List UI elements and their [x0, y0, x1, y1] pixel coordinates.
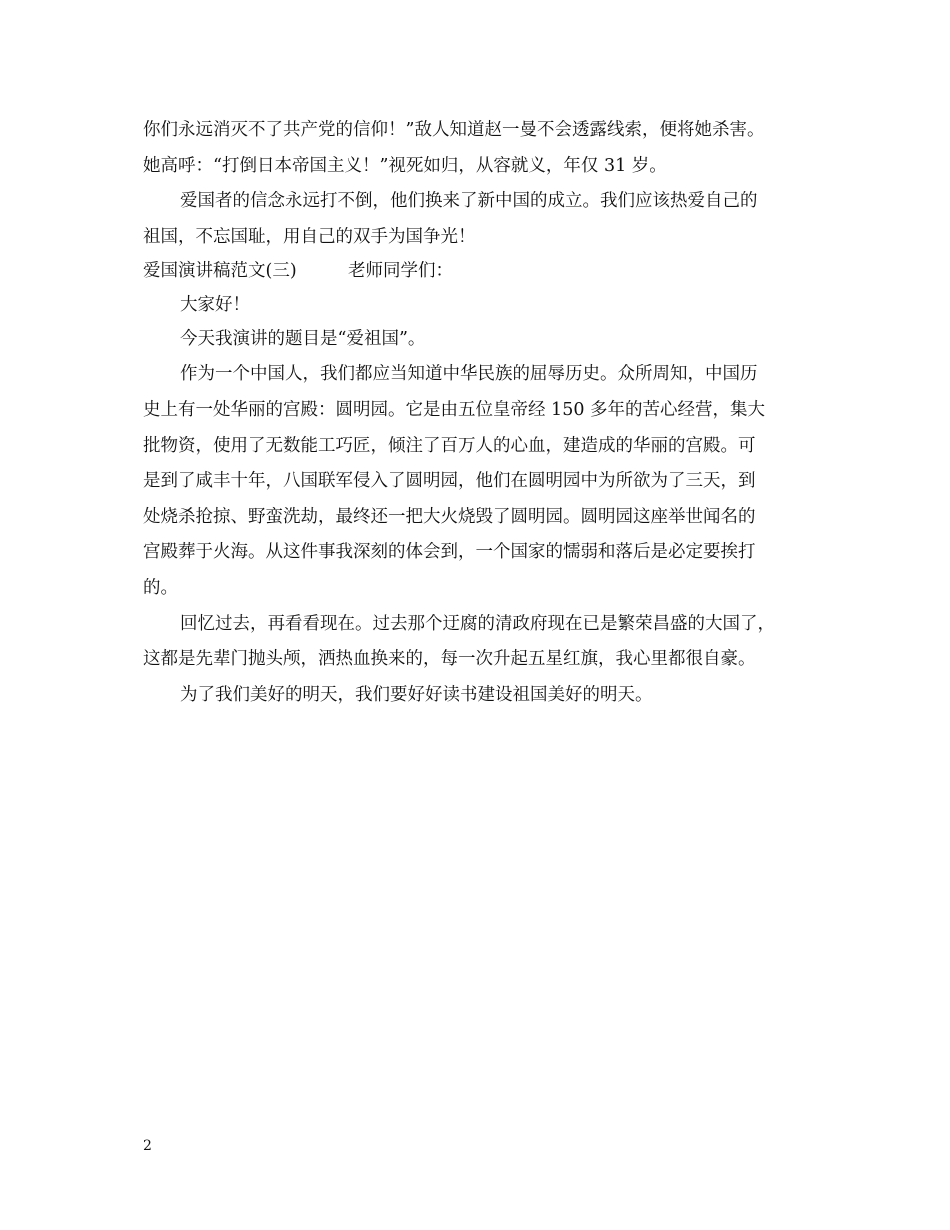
paragraph-5-line-3: 批物资，使用了无数能工巧匠，倾注了百万人的心血，建造成的华丽的宫殿。可: [143, 436, 756, 456]
page-number: 2: [143, 1138, 152, 1154]
speech-greeting: 老师同学们：: [348, 261, 453, 281]
paragraph-1-line-2: 她高呼：“打倒日本帝国主义！”视死如归，从容就义，年仅 31 岁。: [143, 156, 667, 176]
paragraph-5-line-6: 宫殿葬于火海。从这件事我深刻的体会到，一个国家的懦弱和落后是必定要挨打: [143, 542, 756, 562]
paragraph-1-line-1: 你们永远消灭不了共产党的信仰！”敌人知道赵一曼不会透露线索，便将她杀害。: [143, 120, 765, 140]
section-title: 爱国演讲稿范文(三): [143, 261, 297, 281]
paragraph-4-line-1: 今天我演讲的题目是“爱祖国”。: [180, 329, 426, 349]
paragraph-6-line-2: 这都是先辈门抛头颅，洒热血换来的，每一次升起五星红旗，我心里都很自豪。: [143, 649, 756, 669]
paragraph-7-line-1: 为了我们美好的明天，我们要好好读书建设祖国美好的明天。: [180, 685, 653, 705]
paragraph-3-line-1: 大家好！: [180, 295, 250, 315]
paragraph-5-line-4: 是到了咸丰十年，八国联军侵入了圆明园，他们在圆明园中为所欲为了三天，到: [143, 471, 756, 491]
paragraph-5-line-5: 处烧杀抢掠、野蛮洗劫，最终还一把大火烧毁了圆明园。圆明园这座举世闻名的: [143, 507, 756, 527]
paragraph-5-line-2: 史上有一处华丽的宫殿：圆明园。它是由五位皇帝经 150 多年的苦心经营，集大: [143, 400, 766, 420]
paragraph-6-line-1: 回忆过去，再看看现在。过去那个迂腐的清政府现在已是繁荣昌盛的大国了，: [180, 614, 775, 634]
paragraph-2-line-2: 祖国，不忘国耻，用自己的双手为国争光！: [143, 227, 476, 247]
paragraph-2-line-1: 爱国者的信念永远打不倒，他们换来了新中国的成立。我们应该热爱自己的: [180, 191, 758, 211]
paragraph-5-line-7: 的。: [143, 578, 178, 598]
paragraph-5-line-1: 作为一个中国人，我们都应当知道中华民族的屈辱历史。众所周知，中国历: [180, 364, 758, 384]
